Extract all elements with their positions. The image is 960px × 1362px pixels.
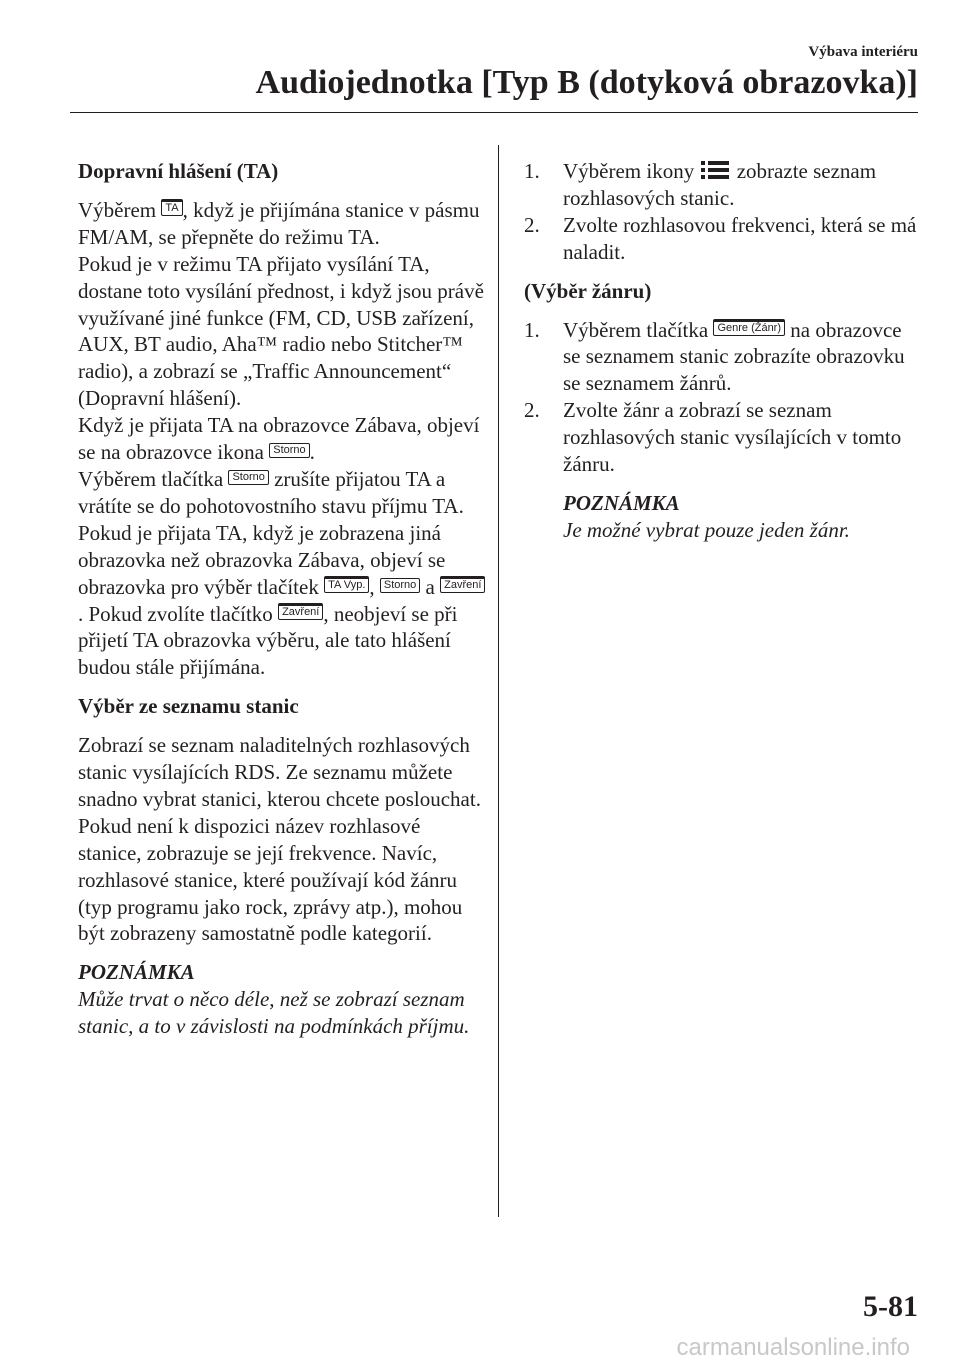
paragraph-ta-mode: Výběrem TA , když je přijímána stanice v pásmu FM/AM, se přepněte do režimu TA. (78, 197, 480, 249)
note-title: POZNÁMKA (563, 490, 680, 515)
zavreni-button-icon: Zavření (440, 576, 485, 593)
column-divider (498, 145, 499, 1217)
list-number: 1. (524, 159, 540, 183)
zavreni-button-icon: Zavření (278, 603, 323, 620)
heading-genre-selection: (Výběr žánru) (524, 278, 652, 303)
list-item: 2. Zvolte žánr a zobrazí se seznam rozhlasových stanic vysílajících v tomto žánru. (524, 398, 902, 477)
section-label: Výbava interiéru (808, 44, 918, 60)
paragraph-ta-cancel: Výběrem tlačítka Storno zrušíte přijatou TA a vrátíte se do pohotovostního stavu příjmu TA. Pokud je přijata TA, když je zobrazena jiná obrazovka než obrazovka Zábava, objeví se obrazovka pro výběr tlačítek TA Vyp. , Storno a Zavření. Pokud zvolíte tlačítko Zavření , neobjeví se při přijetí TA obrazovka výběru, ale tato hlášení budou stále přijímána. (78, 466, 488, 681)
chapter-title: Audiojednotka [Typ B (dotyková obrazovka)] (255, 64, 918, 101)
list-item: 1. Výběrem ikony zobrazte seznam rozhlasových stanic. (524, 159, 877, 210)
list-number: 2. (524, 212, 540, 237)
list-item: 1. Výběrem tlačítka Genre (Žánr) na obrazovce se seznamem stanic zobrazíte obrazovku se seznamem žánrů. (524, 317, 905, 396)
list-item: 2. Zvolte rozhlasovou frekvenci, která se má naladit. (524, 212, 917, 264)
note-text: Může trvat o něco déle, než se zobrazí seznam stanic, a to v závislosti na podmínkách příjmu. (78, 987, 470, 1039)
station-list-icon (699, 160, 731, 180)
storno-button-icon: Storno (380, 578, 420, 593)
ta-button-icon: TA (161, 199, 182, 216)
note-block (524, 490, 924, 544)
paragraph-ta-entertainment: Když je přijata TA na obrazovce Zábava, objeví se na obrazovce ikona Storno . (78, 413, 480, 465)
paragraph-station-list: Zobrazí se seznam naladitelných rozhlasových stanic vysílajících RDS. Ze seznamu můžete snadno vybrat stanici, kterou chcete poslouchat. Pokud není k dispozici název rozhlasové stanice, zobrazuje se její frekvence. Navíc, rozhlasové stanice, které používají kód žánru (typ programu jako rock, zprávy atp.), mohou být zobrazeny samostatně podle kategorií. (78, 733, 481, 946)
watermark: carmanualsonline.info (676, 1334, 910, 1361)
header-rule (70, 112, 918, 113)
heading-station-list: Výběr ze seznamu stanic (78, 694, 299, 719)
page-number: 5-81 (863, 1290, 918, 1323)
paragraph-ta-priority: Pokud je v režimu TA přijato vysílání TA, dostane toto vysílání přednost, i když jsou právě využívané jiné funkce (FM, CD, USB zařízení, AUX, BT audio, Aha™ radio nebo Stitcher™ radio), a zobrazí se „Traffic Announcement“ (Dopravní hlášení). (78, 251, 484, 411)
list-number: 1. (524, 317, 540, 342)
list-number: 2. (524, 398, 540, 423)
storno-button-icon: Storno (228, 470, 268, 485)
left-column (78, 158, 488, 1040)
storno-button-icon: Storno (269, 443, 309, 458)
note-text: Je možné vybrat pouze jeden žánr. (563, 517, 850, 542)
ta-off-button-icon: TA Vyp. (324, 576, 369, 593)
heading-traffic-announcement: Dopravní hlášení (TA) (78, 159, 279, 183)
note-title: POZNÁMKA (78, 960, 195, 985)
genre-button-icon: Genre (Žánr) (713, 319, 785, 336)
right-column (524, 158, 924, 544)
